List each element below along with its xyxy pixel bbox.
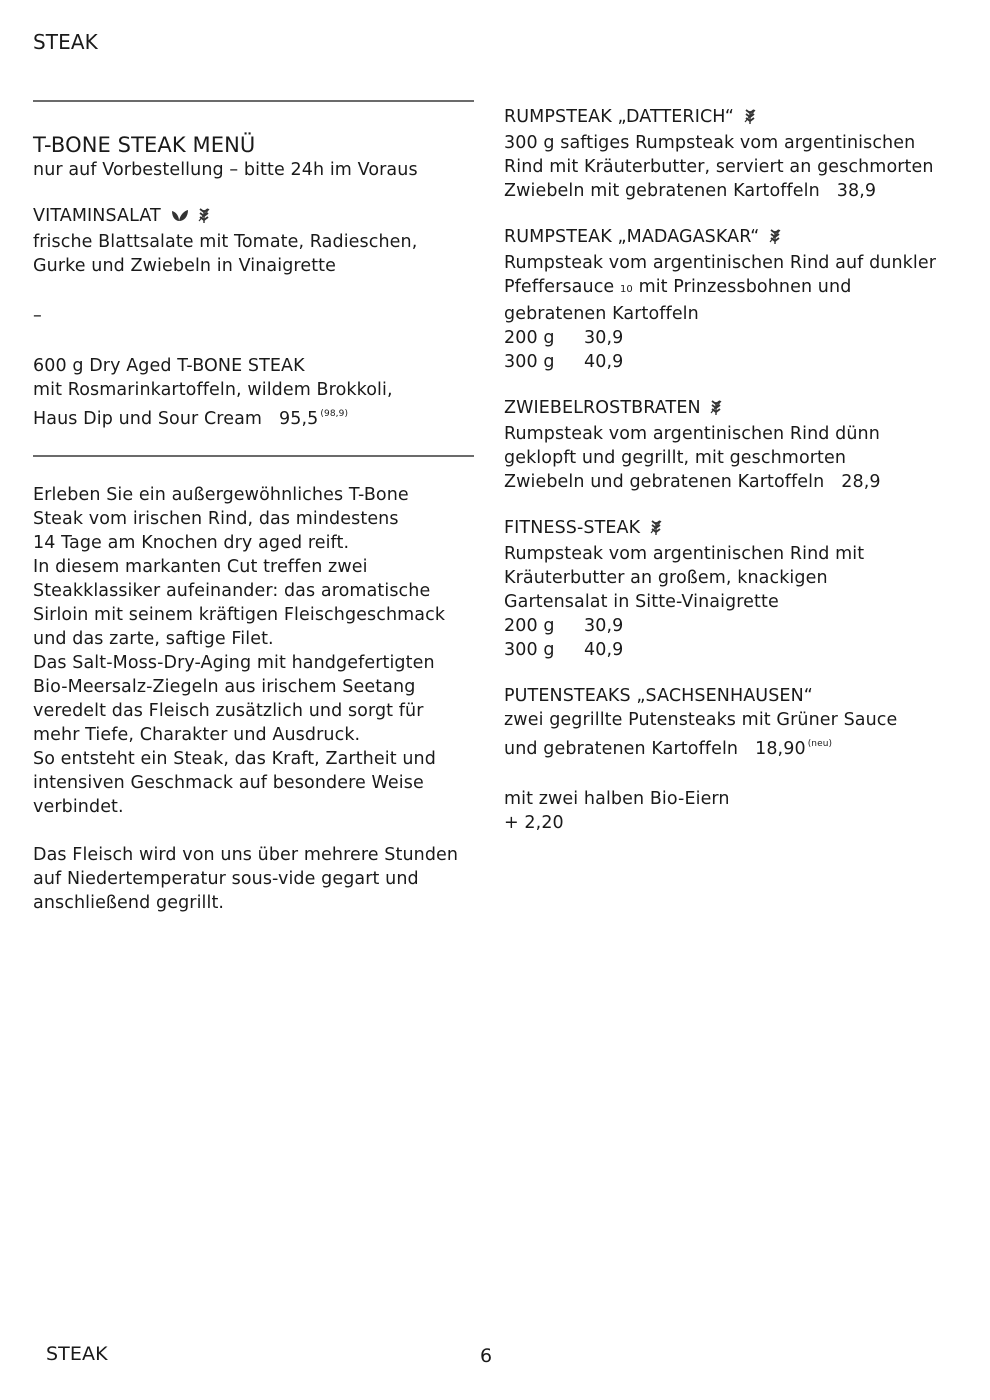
dish-desc: Kräuterbutter an großem, knackigen xyxy=(504,568,828,588)
wheat-icon xyxy=(710,398,722,422)
menu-title: T-BONE STEAK MENÜ xyxy=(33,133,256,157)
price: 30,9 xyxy=(584,616,624,636)
wheat-icon xyxy=(769,227,781,251)
price: 40,9 xyxy=(584,352,624,372)
extra-option xyxy=(504,787,964,835)
desc-line: Das Salt-Moss-Dry-Aging mit handgefertigten xyxy=(33,653,435,673)
price-row xyxy=(504,326,964,350)
price-row xyxy=(504,350,964,374)
extra-desc: mit zwei halben Bio-Eiern xyxy=(504,789,730,809)
old-price: (98,9) xyxy=(320,409,349,419)
dish-desc: geklopft und gegrillt, mit geschmorten xyxy=(504,448,847,468)
price-row xyxy=(504,614,964,638)
dish-title: FITNESS-STEAK xyxy=(504,518,641,538)
desc-line: intensiven Geschmack auf besondere Weise xyxy=(33,773,424,793)
price: 30,9 xyxy=(584,328,624,348)
desc-line: In diesem markanten Cut treffen zwei xyxy=(33,557,368,577)
dish-desc: Rumpsteak vom argentinischen Rind auf dunkler xyxy=(504,253,937,273)
dish-fitness-steak xyxy=(504,516,964,662)
main-course-line-1: 600 g Dry Aged T-BONE STEAK xyxy=(33,356,305,376)
dish-desc: Gartensalat in Sitte-Vinaigrette xyxy=(504,592,779,612)
weight: 300 g xyxy=(504,352,555,372)
dish-desc-part: mit Prinzessbohnen und xyxy=(638,277,852,297)
dish-title-row xyxy=(504,396,964,422)
starter-item xyxy=(33,204,473,278)
course-separator: – xyxy=(33,306,42,326)
dish-desc-part: Pfeffersauce xyxy=(504,277,615,297)
dish-desc-price-line xyxy=(504,732,964,761)
main-course-line-2: mit Rosmarinkartoffeln, wildem Brokkoli, xyxy=(33,380,393,400)
leaf-icon xyxy=(171,206,189,230)
dish-desc: gebratenen Kartoffeln xyxy=(504,304,699,324)
desc-line: Sirloin mit seinem kräftigen Fleischgeschmack xyxy=(33,605,446,625)
weight: 200 g xyxy=(504,616,555,636)
dish-putensteaks xyxy=(504,684,964,761)
dish-title-row xyxy=(504,225,964,251)
right-column xyxy=(504,100,964,835)
dish-desc-price: Zwiebeln und gebratenen Kartoffeln 28,9 xyxy=(504,472,881,492)
dish-title: RUMPSTEAK „MADAGASKAR“ xyxy=(504,227,760,247)
desc-line: und das zarte, saftige Filet. xyxy=(33,629,274,649)
dish-title: ZWIEBELROSTBRATEN xyxy=(504,398,701,418)
prep-line: auf Niedertemperatur sous-vide gegart und xyxy=(33,869,419,889)
desc-line: So entsteht ein Steak, das Kraft, Zartheit und xyxy=(33,749,436,769)
dish-desc-price: Zwiebeln mit gebratenen Kartoffeln 38,9 xyxy=(504,181,877,201)
dish-title-row xyxy=(504,516,964,542)
wheat-icon xyxy=(198,206,210,230)
t-bone-description xyxy=(33,483,473,819)
desc-line: verbindet. xyxy=(33,797,124,817)
dish-desc: zwei gegrillte Putensteaks mit Grüner Sauce xyxy=(504,710,898,730)
page-number: 6 xyxy=(480,1345,493,1367)
prep-line: anschließend gegrillt. xyxy=(33,893,225,913)
dish-title: PUTENSTEAKS „SACHSENHAUSEN“ xyxy=(504,686,813,706)
preparation-note xyxy=(33,843,473,915)
starter-title: VITAMINSALAT xyxy=(33,206,161,226)
left-column xyxy=(33,100,473,915)
desc-line: Bio-Meersalz-Ziegeln aus irischem Seetang xyxy=(33,677,416,697)
dish-desc-price: und gebratenen Kartoffeln 18,90 xyxy=(504,739,806,759)
page-header: STEAK xyxy=(33,30,98,54)
starter-title-row xyxy=(33,204,473,230)
wheat-icon xyxy=(744,107,756,131)
dish-title-row xyxy=(504,105,964,131)
dish-desc: 300 g saftiges Rumpsteak vom argentinischen xyxy=(504,133,916,153)
dish-desc: Rumpsteak vom argentinischen Rind dünn xyxy=(504,424,880,444)
desc-line: 14 Tage am Knochen dry aged reift. xyxy=(33,533,350,553)
starter-desc-1: frische Blattsalate mit Tomate, Radieschen, xyxy=(33,232,418,252)
dish-madagaskar xyxy=(504,225,964,374)
divider xyxy=(33,100,474,102)
desc-line: veredelt das Fleisch zusätzlich und sorgt für xyxy=(33,701,424,721)
main-course-line-3: Haus Dip und Sour Cream 95,5 xyxy=(33,409,319,429)
price: 40,9 xyxy=(584,640,624,660)
price-row xyxy=(504,638,964,662)
desc-line: mehr Tiefe, Charakter und Ausdruck. xyxy=(33,725,361,745)
prep-line: Das Fleisch wird von uns über mehrere Stunden xyxy=(33,845,459,865)
additive-number: 10 xyxy=(619,284,633,295)
dish-zwiebelrostbraten xyxy=(504,396,964,494)
extra-price: + 2,20 xyxy=(504,813,564,833)
dish-title: RUMPSTEAK „DATTERICH“ xyxy=(504,107,735,127)
main-course-price-line xyxy=(33,402,473,431)
weight: 300 g xyxy=(504,640,555,660)
desc-line: Steak vom irischen Rind, das mindestens xyxy=(33,509,399,529)
weight: 200 g xyxy=(504,328,555,348)
main-course-item xyxy=(33,354,473,431)
wheat-icon xyxy=(650,518,662,542)
starter-desc-2: Gurke und Zwiebeln in Vinaigrette xyxy=(33,256,336,276)
desc-line: Steakklassiker aufeinander: das aromatische xyxy=(33,581,431,601)
dish-desc: Rumpsteak vom argentinischen Rind mit xyxy=(504,544,865,564)
desc-line: Erleben Sie ein außergewöhnliches T-Bone xyxy=(33,485,409,505)
dish-desc: Rind mit Kräuterbutter, serviert an geschmorten xyxy=(504,157,934,177)
footer-section: STEAK xyxy=(46,1343,108,1365)
dish-desc xyxy=(504,275,964,302)
dish-datterich xyxy=(504,105,964,203)
new-badge: (neu) xyxy=(807,739,833,749)
menu-subtitle: nur auf Vorbestellung – bitte 24h im Voraus xyxy=(33,160,418,180)
divider xyxy=(33,455,474,457)
